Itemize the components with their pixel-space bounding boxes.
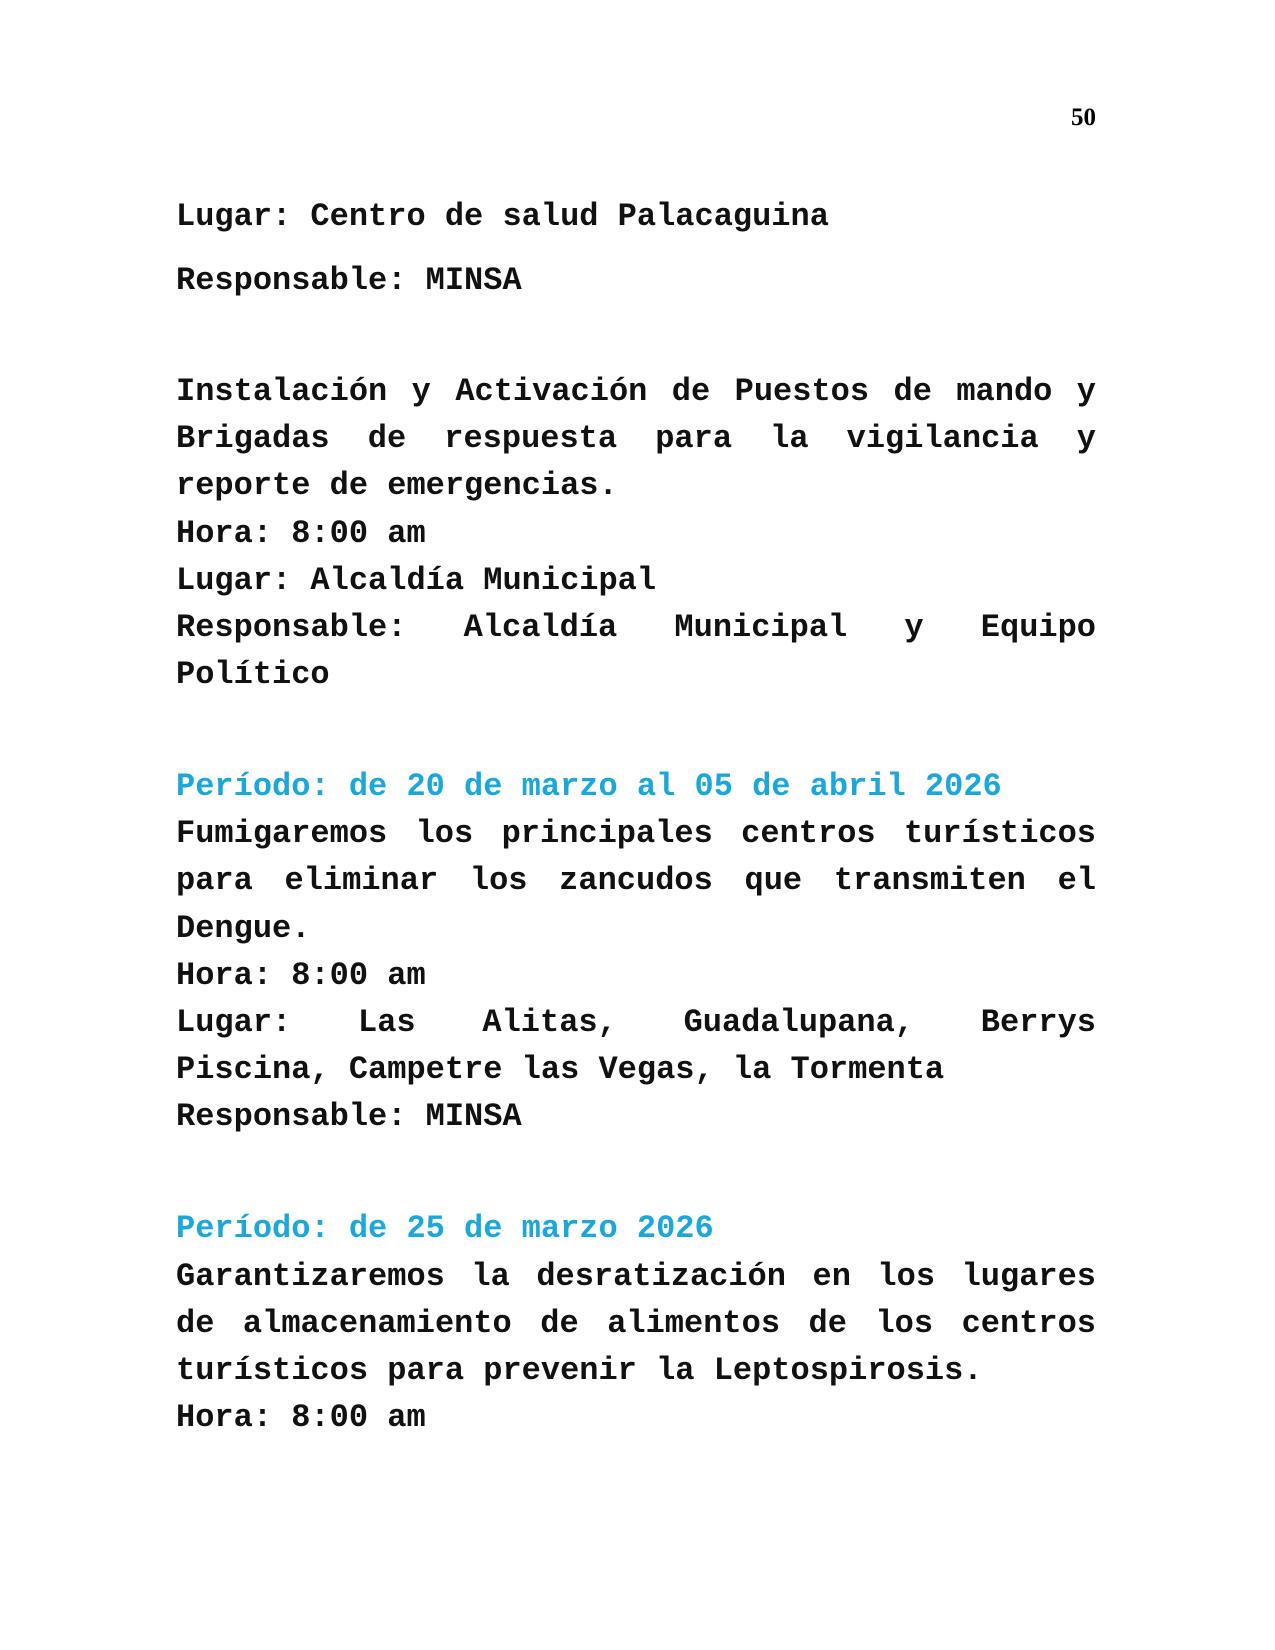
responsable-line: Responsable: MINSA: [176, 1098, 522, 1135]
page-number: 50: [1071, 104, 1096, 131]
period-heading: Período: de 25 de marzo 2026: [176, 1210, 714, 1247]
hora-line: Hora: 8:00 am: [176, 957, 426, 994]
lugar-line: Piscina, Campetre las Vegas, la Tormenta: [176, 1051, 945, 1088]
activity-text-line: Dengue.: [176, 910, 311, 947]
activity-text-line: Instalación y Activación de Puestos de mando y: [176, 373, 1096, 410]
activity-text-line: Brigadas de respuesta para la vigilancia y: [176, 420, 1096, 457]
lugar-line: Lugar: Centro de salud Palacaguina: [176, 198, 829, 235]
hora-line: Hora: 8:00 am: [176, 515, 426, 552]
period-heading: Período: de 20 de marzo al 05 de abril 2026: [176, 768, 1002, 805]
activity-text-line: turísticos para prevenir la Leptospirosis.: [176, 1352, 983, 1389]
lugar-line: Lugar: Alcaldía Municipal: [176, 562, 657, 599]
responsable-line: Responsable: Alcaldía Municipal y Equipo: [176, 609, 1096, 646]
responsable-line: Político: [176, 656, 330, 693]
lugar-line: Lugar: Las Alitas, Guadalupana, Berrys: [176, 1004, 1096, 1041]
activity-text-line: para eliminar los zancudos que transmiten el: [176, 862, 1096, 899]
activity-text-line: Fumigaremos los principales centros turísticos: [176, 815, 1096, 852]
activity-text-line: Garantizaremos la desratización en los lugares: [176, 1258, 1096, 1295]
activity-text-line: de almacenamiento de alimentos de los centros: [176, 1305, 1096, 1342]
responsable-line: Responsable: MINSA: [176, 262, 522, 299]
activity-text-line: reporte de emergencias.: [176, 467, 618, 504]
hora-line: Hora: 8:00 am: [176, 1399, 426, 1436]
